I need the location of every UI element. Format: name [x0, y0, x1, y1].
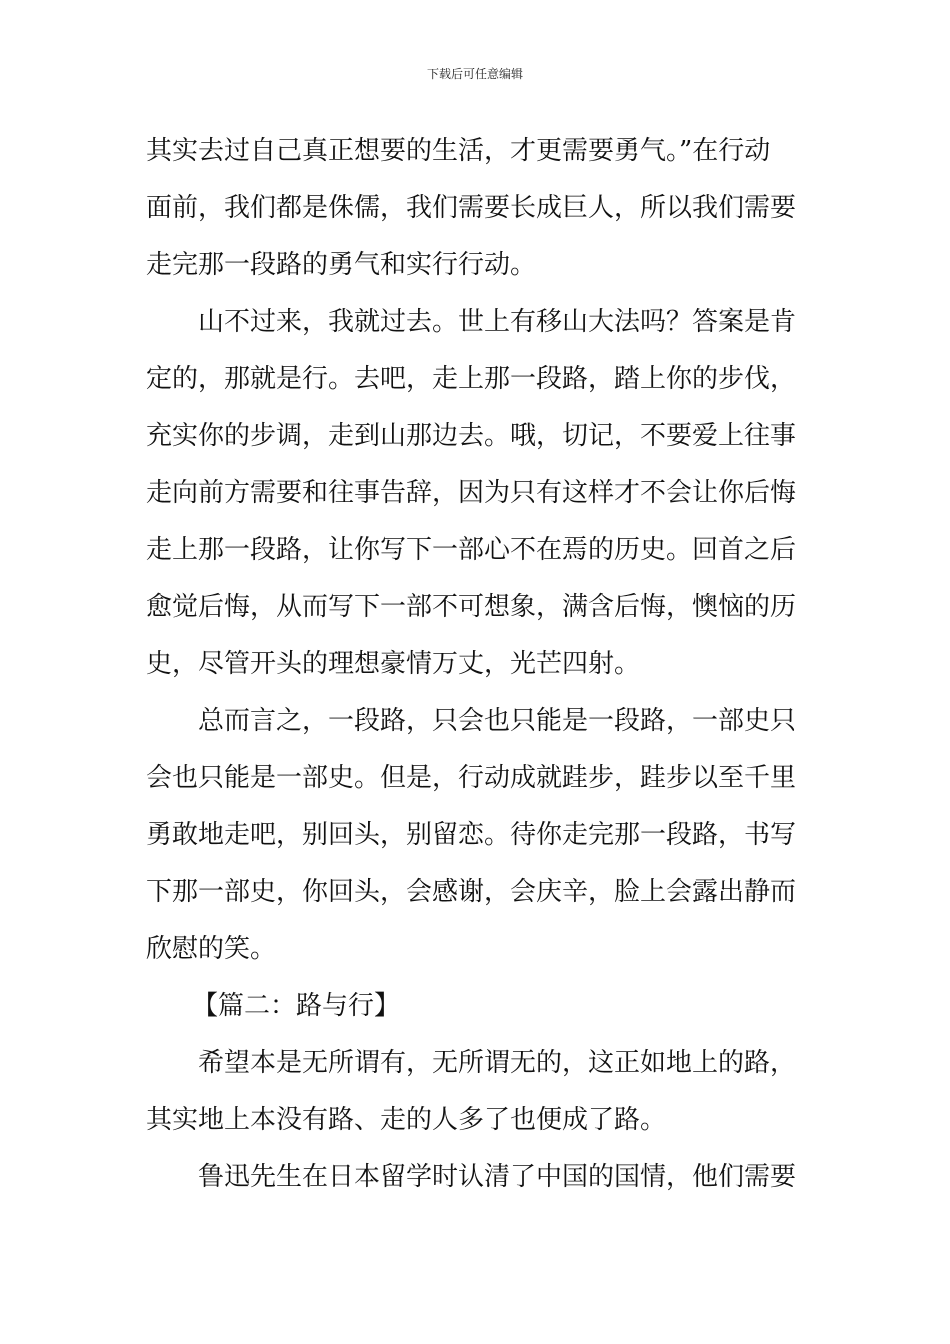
document-body [146, 123, 810, 1206]
paragraph-start-line: 山不过来，我就过去。世上有移山大法吗？答案是肯 [198, 307, 797, 337]
text-line: 定的，那就是行。去吧，走上那一段路，踏上你的步伐， [146, 364, 797, 394]
text-line: 欣慰的笑。 [146, 934, 277, 964]
text-line: 其实地上本没有路、走的人多了也便成了路。 [146, 1105, 667, 1135]
text-line: 愈觉后悔，从而写下一部不可想象，满含后悔，懊恼的历 [146, 592, 797, 622]
paragraph-start-line: 鲁迅先生在日本留学时认清了中国的国情，他们需要 [198, 1162, 797, 1192]
text-line: 勇敢地走吧，别回头，别留恋。待你走完那一段路，书写 [146, 820, 797, 850]
paragraph-start-line: 希望本是无所谓有，无所谓无的，这正如地上的路， [198, 1048, 797, 1078]
section-heading: 【篇二：路与行】 [192, 991, 401, 1021]
text-line: 走向前方需要和往事告辞，因为只有这样才不会让你后悔 [146, 478, 797, 508]
text-line: 充实你的步调，走到山那边去。哦，切记，不要爱上往事 [146, 421, 797, 451]
text-line: 其实去过自己真正想要的生活，才更需要勇气。”在行动 [146, 136, 771, 166]
text-line: 走完那一段路的勇气和实行行动。 [146, 250, 537, 280]
text-line: 史，尽管开头的理想豪情万丈，光芒四射。 [146, 649, 641, 679]
text-line: 下那一部史，你回头，会感谢，会庆辛，脸上会露出静而 [146, 877, 797, 907]
paragraph-start-line: 总而言之，一段路，只会也只能是一段路，一部史只 [198, 706, 797, 736]
text-line: 会也只能是一部史。但是，行动成就跬步，跬步以至千里 [146, 763, 797, 793]
text-line: 面前，我们都是侏儒，我们需要长成巨人，所以我们需要 [146, 193, 797, 223]
text-line: 走上那一段路，让你写下一部心不在焉的历史。回首之后 [146, 535, 797, 565]
page-header: 下载后可任意编辑 [426, 67, 523, 81]
